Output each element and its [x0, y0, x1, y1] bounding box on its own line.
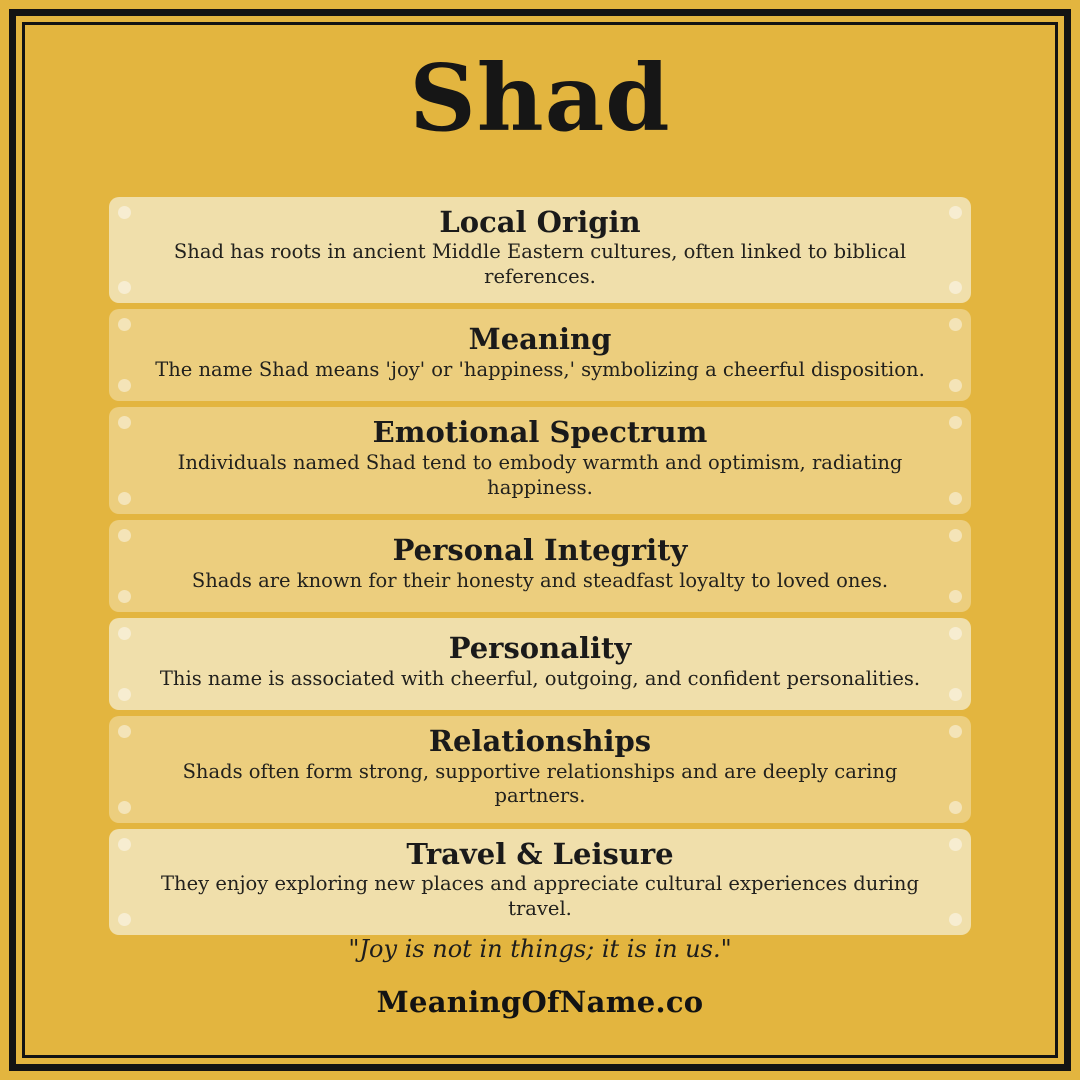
section-text: Shad has roots in ancient Middle Eastern cultures, often linked to biblical references. — [173, 240, 907, 288]
rivet-icon — [118, 416, 131, 429]
rivet-icon — [949, 913, 962, 926]
rivet-icon — [118, 206, 131, 219]
rivet-icon — [118, 688, 131, 701]
rivet-icon — [949, 492, 962, 505]
rivet-icon — [118, 318, 131, 331]
section-text: Shads often form strong, supportive relationships and are deeply caring partners. — [182, 759, 898, 808]
rivet-icon — [118, 627, 131, 640]
poster-footer — [32, 935, 1048, 1019]
section-text: Shads are known for their honesty and steadfast loyalty to loved ones. — [191, 568, 889, 592]
section-card-emotional-spectrum — [109, 407, 971, 514]
rivet-icon — [949, 590, 962, 603]
section-card-personal-integrity — [109, 520, 971, 612]
rivet-icon — [118, 913, 131, 926]
section-card-local-origin — [109, 197, 971, 304]
quote-text: "Joy is not in things; it is in us." — [348, 935, 732, 964]
rivet-icon — [949, 627, 962, 640]
section-heading: Travel & Leisure — [406, 836, 674, 871]
rivet-icon — [118, 281, 131, 294]
section-heading: Emotional Spectrum — [372, 415, 708, 450]
section-card-meaning — [109, 309, 971, 401]
rivet-icon — [118, 492, 131, 505]
rivet-icon — [118, 590, 131, 603]
rivet-icon — [949, 801, 962, 814]
rivet-icon — [949, 529, 962, 542]
poster-content — [32, 32, 1048, 1048]
section-text: The name Shad means 'joy' or 'happiness,' symbolizing a cheerful disposition. — [155, 357, 925, 381]
section-card-travel-leisure — [109, 829, 971, 936]
section-heading: Personal Integrity — [392, 532, 688, 567]
rivet-icon — [118, 529, 131, 542]
section-card-personality — [109, 618, 971, 710]
brand-name: MeaningOfName.co — [376, 985, 704, 1020]
rivet-icon — [949, 688, 962, 701]
rivet-icon — [118, 801, 131, 814]
section-heading: Meaning — [468, 322, 612, 357]
section-card-relationships — [109, 716, 971, 823]
rivet-icon — [118, 379, 131, 392]
rivet-icon — [949, 838, 962, 851]
section-list — [109, 197, 971, 936]
rivet-icon — [118, 725, 131, 738]
section-heading: Local Origin — [439, 204, 641, 239]
rivet-icon — [949, 318, 962, 331]
section-text: This name is associated with cheerful, outgoing, and confident personalities. — [159, 666, 921, 690]
section-text: They enjoy exploring new places and appreciate cultural experiences during travel. — [161, 872, 919, 920]
section-heading: Personality — [448, 630, 632, 665]
rivet-icon — [949, 379, 962, 392]
page-title: Shad — [409, 44, 671, 152]
rivet-icon — [949, 725, 962, 738]
section-heading: Relationships — [428, 723, 652, 758]
rivet-icon — [118, 838, 131, 851]
rivet-icon — [949, 206, 962, 219]
rivet-icon — [949, 281, 962, 294]
rivet-icon — [949, 416, 962, 429]
section-text: Individuals named Shad tend to embody warmth and optimism, radiating happiness. — [177, 451, 903, 499]
